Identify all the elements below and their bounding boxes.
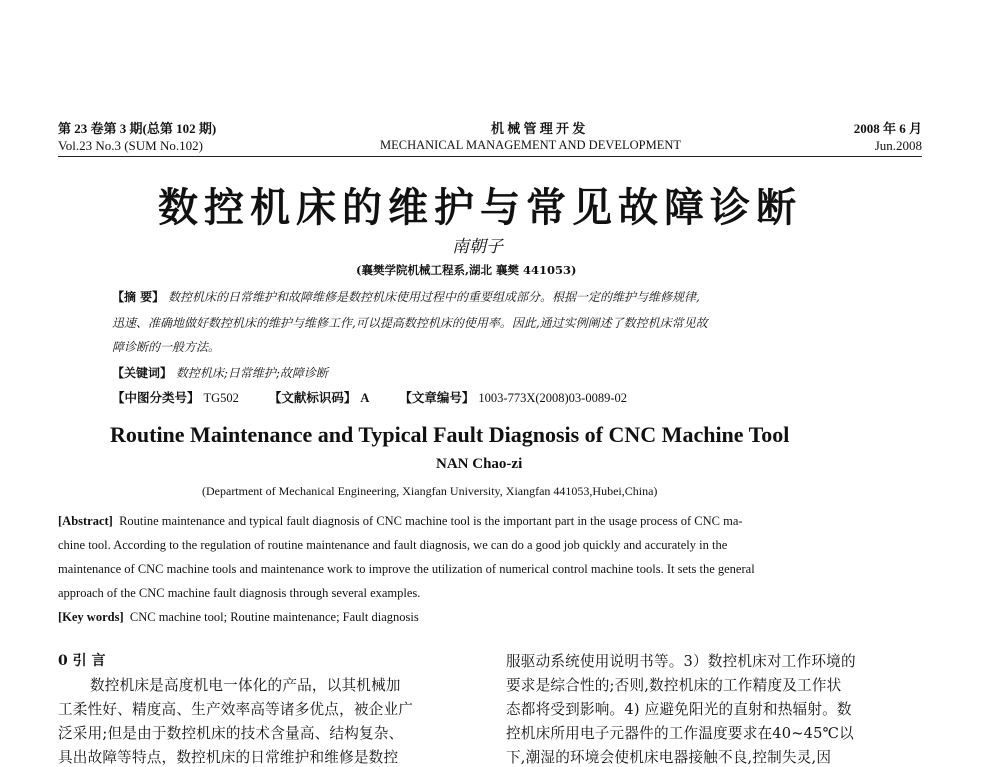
doc-value: A xyxy=(360,391,370,405)
abstract-en-line-4: approach of the CNC machine fault diagnosis through several examples. xyxy=(58,586,421,600)
left-body-line-1: 数控机床是高度机电一体化的产品，以其机械加 xyxy=(90,677,401,694)
journal-date-cn: 2008 年 6 月 xyxy=(853,121,922,136)
classification-line xyxy=(112,388,627,406)
author-en: NAN Chao-zi xyxy=(436,456,523,472)
left-body-line-3: 泛采用;但是由于数控机床的技术含量高、结构复杂、 xyxy=(58,725,404,742)
right-body-line-4: 控机床所用电子元器件的工作温度要求在40~45℃以 xyxy=(506,725,854,742)
doc-label: 【文献标识码】 xyxy=(268,390,357,405)
right-body-line-3: 态都将受到影响。4) 应避免阳光的直射和热辐射。数 xyxy=(506,701,852,718)
header-rule xyxy=(58,156,922,157)
keywords-en-text: CNC machine tool; Routine maintenance; Fault diagnosis xyxy=(129,610,419,624)
abstract-en-line-2: chine tool. According to the regulation of routine maintenance and fault diagnosis, we can do a good job quickly and accurately in the xyxy=(58,538,728,552)
paper-title-en: Routine Maintenance and Typical Fault Diagnosis of CNC Machine Tool xyxy=(110,422,790,447)
keywords-en-label: [Key words] xyxy=(58,610,124,624)
abstract-en-label: [Abstract] xyxy=(58,514,113,528)
journal-name-en: MECHANICAL MANAGEMENT AND DEVELOPMENT xyxy=(380,138,682,152)
abstract-en-line-1 xyxy=(58,514,743,529)
abstract-cn-line-2: 迅速、准确地做好数控机床的维护与维修工作,可以提高数控机床的使用率。因此,通过实例阐述了数控机床常见故 xyxy=(112,316,708,330)
abstract-en-text: Routine maintenance and typical fault diagnosis of CNC machine tool is the important part in the usage process of CNC ma- xyxy=(119,514,743,528)
journal-issue-cn: 第 23 卷第 3 期(总第 102 期) xyxy=(58,121,217,136)
affiliation-en: (Department of Mechanical Engineering, Xiangfan University, Xiangfan 441053,Hubei,China) xyxy=(202,484,658,498)
keywords-cn-label: 【关键词】 xyxy=(112,366,173,380)
abstract-cn-line-3: 障诊断的一般方法。 xyxy=(112,340,221,354)
keywords-cn xyxy=(112,364,328,381)
article-label: 【文章编号】 xyxy=(399,390,475,405)
paper-title-cn: 数控机床的维护与常见故障诊断 xyxy=(158,184,802,231)
left-body-line-2: 工柔性好、精度高、生产效率高等诸多优点，被企业广 xyxy=(58,701,414,718)
right-body-line-1: 服驱动系统使用说明书等。3）数控机床对工作环境的 xyxy=(506,653,856,670)
right-body-line-2: 要求是综合性的;否则,数控机床的工作精度及工作状 xyxy=(506,677,842,694)
journal-date-en: Jun.2008 xyxy=(874,138,922,153)
right-body-line-5: 下,潮湿的环境会使机床电器接触不良,控制失灵,因 xyxy=(506,749,832,766)
affiliation-cn: (襄樊学院机械工程系,湖北 襄樊 441053) xyxy=(356,263,577,277)
article-value: 1003-773X(2008)03-0089-02 xyxy=(478,391,628,405)
clc-label: 【中图分类号】 xyxy=(112,390,200,405)
keywords-cn-text: 数控机床;日常维护;故障诊断 xyxy=(175,366,328,380)
journal-name-cn: 机 械 管 理 开 发 xyxy=(491,121,586,136)
abstract-cn-line-1 xyxy=(112,288,700,305)
clc-value: TG502 xyxy=(203,391,239,405)
abstract-cn-label: 【摘 要】 xyxy=(112,290,165,304)
journal-issue-en: Vol.23 No.3 (SUM No.102) xyxy=(58,138,203,153)
abstract-en-line-3: maintenance of CNC machine tools and maintenance work to improve the utilization of numerical control machine tools. It sets the general xyxy=(58,562,755,576)
left-body-line-4: 具出故障等特点，数控机床的日常维护和维修是数控 xyxy=(58,749,399,766)
abstract-cn-text: 数控机床的日常维护和故障维修是数控机床使用过程中的重要组成部分。根据一定的维护与维修规律, xyxy=(168,290,700,304)
keywords-en xyxy=(58,610,419,625)
author-cn: 南朝子 xyxy=(452,237,503,257)
section-heading: 0 引 言 xyxy=(58,653,106,669)
